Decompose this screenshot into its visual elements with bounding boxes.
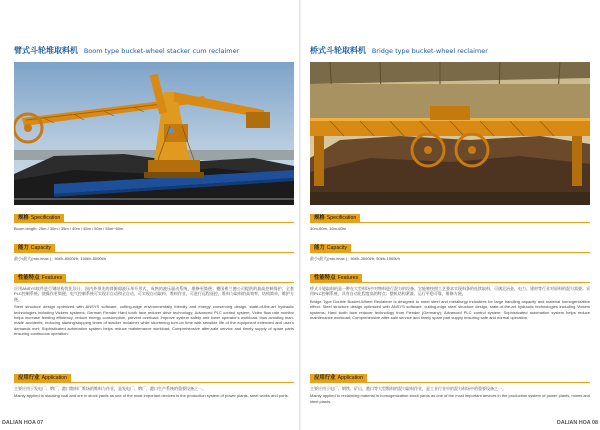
right-spec-text: 30m-60m, 16m-60m	[310, 226, 347, 231]
right-spec-section	[310, 214, 590, 231]
left-page-title: 臂式斗轮堆取料机 Boom type bucket-wheel stacker cum reclaimer	[14, 46, 240, 55]
right-features-text	[310, 283, 590, 320]
left-page	[14, 0, 294, 430]
left-spec-section	[14, 214, 294, 231]
right-application-text	[310, 383, 590, 404]
left-spec-label: 规格 Specification	[14, 214, 64, 223]
right-features-section	[310, 274, 590, 322]
right-features-text-en: Bridge Type Double Bucket-Wheel Reclaimer is designed to meet steel and metallurgy industries for large handling capacity and material homogenization effect. Steel structure design optimized with ANSYS software, cutting-edge steel structure design, state-of-the-art hydraulic technologies including Vickers systems; Hard tooth face reducer technology from Flender (Germany); Advanced PLC control system; Sophisticated automation system helps reduce maintenance workload; Comprehensive after-sale service and timely spare part supply ensuring safe and normal operation.	[310, 298, 590, 321]
page-gutter	[299, 0, 301, 430]
right-capacity-section	[310, 244, 590, 261]
left-capacity-section	[14, 244, 294, 261]
stacker-reclaimer-photo	[14, 62, 294, 205]
right-page-title: 桥式斗轮取料机 Bridge type bucket-wheel reclaimer	[310, 46, 488, 55]
left-capacity-text: 最小/最大(min./max.) : 50t/h-8000t/h; 150t/h-5000t/h	[14, 256, 107, 261]
left-application-label: 应用行业 Application	[14, 374, 71, 383]
left-features-label: 性能特点 Features	[14, 274, 66, 283]
right-capacity-label: 能力 Capacity	[310, 244, 351, 253]
right-features-text-cn: 桥式斗轮取料机是一种在大型料场中对物料进行混匀的设备。它能够按照工艺要求实现料条的连续取料，可满足冶金、电力、建材等行业对原料的混匀需要；采用PLC控制系统，具有自动化程度高的特点；整机结构紧凑，运行平稳可靠，维修方便。	[310, 286, 590, 297]
left-page-footer: DALIAN HOA 07	[2, 420, 44, 426]
left-features-text	[14, 283, 294, 337]
right-application-text-en: Mainly applied to reclaiming material in homogenization stock yards as one of the most important devices in the production system of power plants, mines and steel plants.	[310, 393, 590, 404]
right-spec-label: 规格 Specification	[310, 214, 360, 223]
left-features-section	[14, 274, 294, 339]
right-page-footer: DALIAN HOA 08	[556, 420, 598, 426]
right-application-section	[310, 374, 590, 406]
left-application-section	[14, 374, 294, 401]
right-application-label: 应用行业 Application	[310, 374, 367, 383]
left-application-text	[14, 383, 294, 399]
left-capacity-label: 能力 Capacity	[14, 244, 55, 253]
left-features-text-en: Steel structure design optimized with ANSYS software, cutting-edge environmentally friendly and energy conserving design, state-of-the-art hydraulic technologies including Vickers systems; German Flender Hard tooth face reducer drive technology; Advanced PLC control system; Video flow rate monitor helps increase feeding efficiency, reduce energy consumption, prevent overload; Improve system safety and lower operator's workload, thus avoiding man-made accidents; reducing starting/stopping times of stacker reclaimer while shortening turn-on time with sensible life of the equipment extended and user's demands met; Sophisticated automation system helps reduce maintenance workload; Comprehensive after-sale service and timely supply of spare parts ensuring continuous operation.	[14, 304, 294, 337]
left-features-text-cn: 应用ANSYS软件进行钢结构优化设计，国内外领先的斜俯仰液压举升形式，成熟的液压驱动系统，维修更简便；德国弗兰德公司提供的最高控制保护；全套PLC控制系统，使操作更简便，电气控制系统可实现半自动和全自动，可实现自动取料、堆料作业，可进行远程遥控，堆料与取料的高效率，结构简单，维护方便。	[14, 286, 294, 302]
right-application-text-cn: 主要应用于电厂、钢铁、矿山、港口等大型散料的混匀取料作业，是工业行业中的混匀料场中的重要设备之一。	[310, 386, 506, 391]
left-application-text-en: Mainly applied to stacking coal and ore in stock yards as one of the most important devices in the production system of power plants, steel works and ports.	[14, 393, 289, 399]
right-page	[310, 0, 590, 430]
right-capacity-text: 最小/最大(min./max.) : 50t/h-3000t/h; 50t/h-1500t/h	[310, 256, 400, 261]
right-features-label: 性能特点 Features	[310, 274, 362, 283]
left-application-text-cn: 主要应用于发电厂、钢厂、港口散料厂堆场的堆料与作业，是发电厂、钢厂、港口生产系统的重要设备之一。	[14, 386, 206, 391]
bridge-reclaimer-photo	[310, 62, 590, 205]
left-spec-text: Boom length: 25m / 30m / 35m / 40m / 45m / 50m / 55m~60m	[14, 226, 124, 231]
